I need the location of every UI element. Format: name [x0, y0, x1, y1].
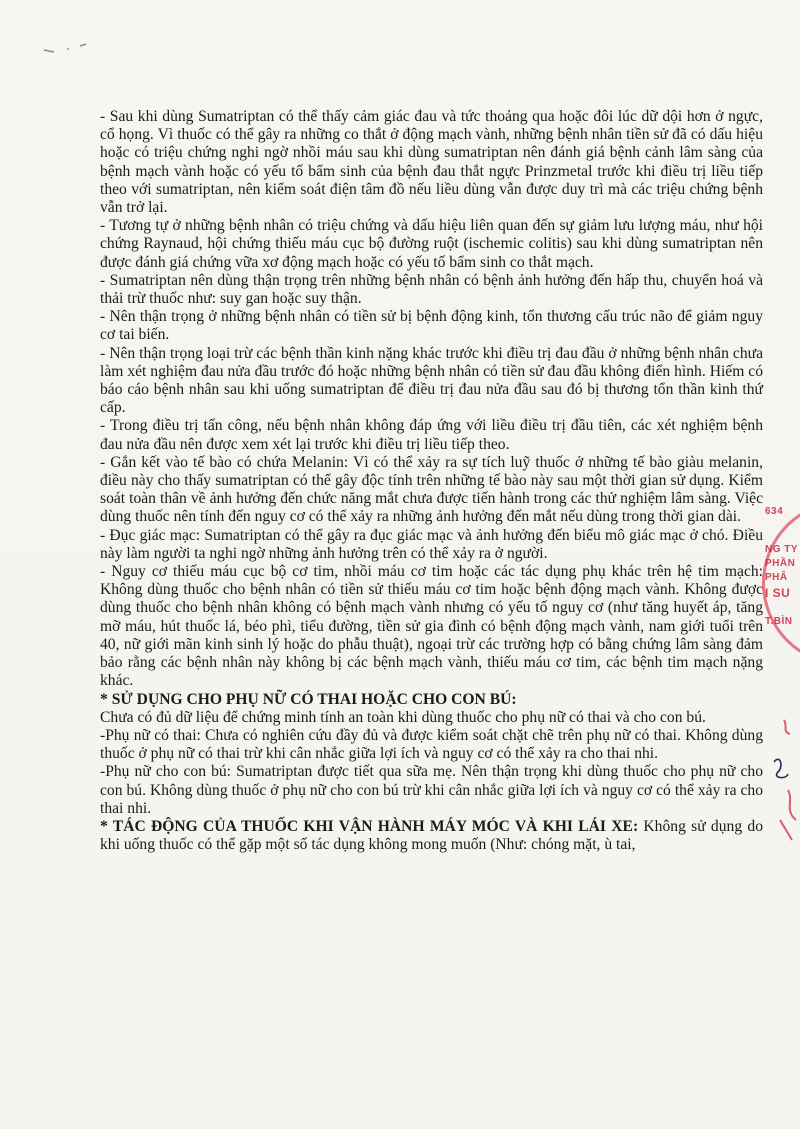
- paragraph: - Nên thận trọng ở những bệnh nhân có tiền sử bị bệnh động kinh, tổn thương cấu trúc não để giảm nguy cơ tai biến.: [100, 308, 763, 344]
- stamp-text: NG TY: [765, 544, 799, 555]
- stamp-text: PHẦN: [765, 558, 796, 569]
- paragraph: - Nên thận trọng loại trừ các bệnh thần kinh nặng khác trước khi điều trị đau đầu ở những bệnh nhân chưa làm xét nghiệm đau nửa đầu trước đó hoặc những bệnh nhân có tiền sử đau đầu không điển hình. Hiếm có báo cáo bệnh nhân sau khi uống sumatriptan để điều trị đau nửa đầu sau đó bị thương tổn thần kinh thứ cấp.: [100, 344, 763, 417]
- paragraph: - Đục giác mạc: Sumatriptan có thể gây ra đục giác mạc và ảnh hưởng đến biểu mô giác mạc ở chó. Điều này làm người ta nghi ngờ những ảnh hưởng trên có thể xảy ra ở người.: [100, 526, 763, 562]
- paragraph: - Nguy cơ thiếu máu cục bộ cơ tim, nhồi máu cơ tim hoặc các tác dụng phụ khác trên hệ tim mạch: Không dùng thuốc cho bệnh nhân có tiền sử thiếu máu cơ tim hoặc bệnh động mạch vành. Không được dùng thuốc cho bệnh nhân không có bệnh mạch vành nhưng có yếu tố nguy cơ (như tăng huyết áp, tăng mỡ máu, hút thuốc lá, béo phì, tiểu đường, tiền sử gia đình có bệnh động mạch vành, nam giới tuổi trên 40, nữ giới mãn kinh sinh lý hoặc do phẫu thuật), ngoại trừ các trường hợp có bằng chứng lâm sàng đảm bảo rằng các bệnh nhân này không bị các bệnh mạch vành, thiếu máu cơ tim, các bệnh tim mạch nặng khác.: [100, 563, 763, 690]
- paragraph: - Tương tự ở những bệnh nhân có triệu chứng và dấu hiệu liên quan đến sự giảm lưu lượng máu, như hội chứng Raynaud, hội chứng thiếu máu cục bộ đường ruột (ischemic colitis) sau khi dùng sumatriptan nên được đánh giá chứng vữa xơ động mạch hoặc có yếu tố bẩm sinh co thắt mạch.: [100, 217, 763, 271]
- stamp-text: T.BÌN: [765, 616, 793, 627]
- stamp-text: PHÂ: [765, 572, 788, 583]
- section-heading: * TÁC ĐỘNG CỦA THUỐC KHI VẬN HÀNH MÁY MÓC VÀ KHI LÁI XE:: [100, 817, 639, 835]
- paragraph-text: Không sử dụng do khi uống thuốc có thể gặp một số tác dụng không mong muốn (Như: chóng mặt, ù tai,: [100, 817, 763, 854]
- paragraph: Chưa có đủ dữ liệu để chứng minh tính an toàn khi dùng thuốc cho phụ nữ có thai và cho con bú.: [100, 708, 706, 726]
- section-heading: * SỬ DỤNG CHO PHỤ NỮ CÓ THAI HOẶC CHO CON BÚ:: [100, 690, 517, 708]
- document-body: [100, 108, 763, 854]
- paragraph: -Phụ nữ có thai: Chưa có nghiên cứu đầy đủ và được kiểm soát chặt chẽ trên phụ nữ có thai. Không dùng thuốc ở phụ nữ có thai trừ khi cân nhắc giữa lợi ích và nguy cơ có thể xảy ra cho thai nhi.: [100, 726, 763, 763]
- stamp-text: I SU: [765, 586, 791, 600]
- paragraph: - Trong điều trị tấn công, nếu bệnh nhân không đáp ứng với liều điều trị đầu tiên, các xét nghiệm bệnh đau nửa đầu nên được xem xét lại trước khi điều trị liều tiếp theo.: [100, 417, 763, 453]
- paragraph: -Phụ nữ cho con bú: Sumatriptan được tiết qua sữa mẹ. Nên thận trọng khi dùng thuốc cho phụ nữ cho con bú. Không dùng thuốc ở phụ nữ cho con bú trừ khi cân nhắc giữa lợi ích và nguy cơ có thể xảy ra cho thai nhi.: [100, 763, 763, 817]
- paragraph: - Gắn kết vào tế bào có chứa Melanin: Vì có thể xảy ra sự tích luỹ thuốc ở những tế bào giàu melanin, điều này cho thấy sumatriptan có thể gây độc tính trên những tế bào này sau một thời gian sử dụng. Kiểm soát toàn thân về ảnh hưởng đến chức năng mắt chưa được tiến hành trong các thử nghiệm lâm sàng. Việc dùng thuốc nên tính đến nguy cơ có thể xảy ra những ảnh hưởng đến mắt nếu dùng trong thời gian dài.: [100, 453, 763, 526]
- signature-scribble: [754, 700, 800, 860]
- paragraph: - Sumatriptan nên dùng thận trọng trên những bệnh nhân có bệnh ảnh hưởng đến hấp thu, chuyển hoá và thải trừ thuốc như: suy gan hoặc suy thận.: [100, 271, 763, 308]
- stamp-text: 634: [765, 506, 784, 517]
- scan-mark: [40, 40, 100, 60]
- company-stamp: [762, 500, 800, 690]
- paragraph: [100, 818, 763, 854]
- paragraph: - Sau khi dùng Sumatriptan có thể thấy cảm giác đau và tức thoảng qua hoặc đôi lúc dữ dội hơn ở ngực, cổ họng. Vì thuốc có thể gây ra những co thắt ở động mạch vành, những bệnh nhân tiền sử đã có dấu hiệu hoặc có triệu chứng nghi ngờ nhồi máu sau khi dùng sumatriptan nên đánh giá bệnh cảnh lâm sàng của bệnh mạch vành hoặc có yếu tố bẩm sinh của bệnh đau thắt ngực Prinzmetal trước khi điều trị liều tiếp theo với sumatriptan, nên kiểm soát điện tâm đồ nếu liều dùng vẫn được duy trì mà các triệu chứng bệnh vẫn trở lại.: [100, 108, 763, 217]
- stamp-ring: [762, 500, 800, 666]
